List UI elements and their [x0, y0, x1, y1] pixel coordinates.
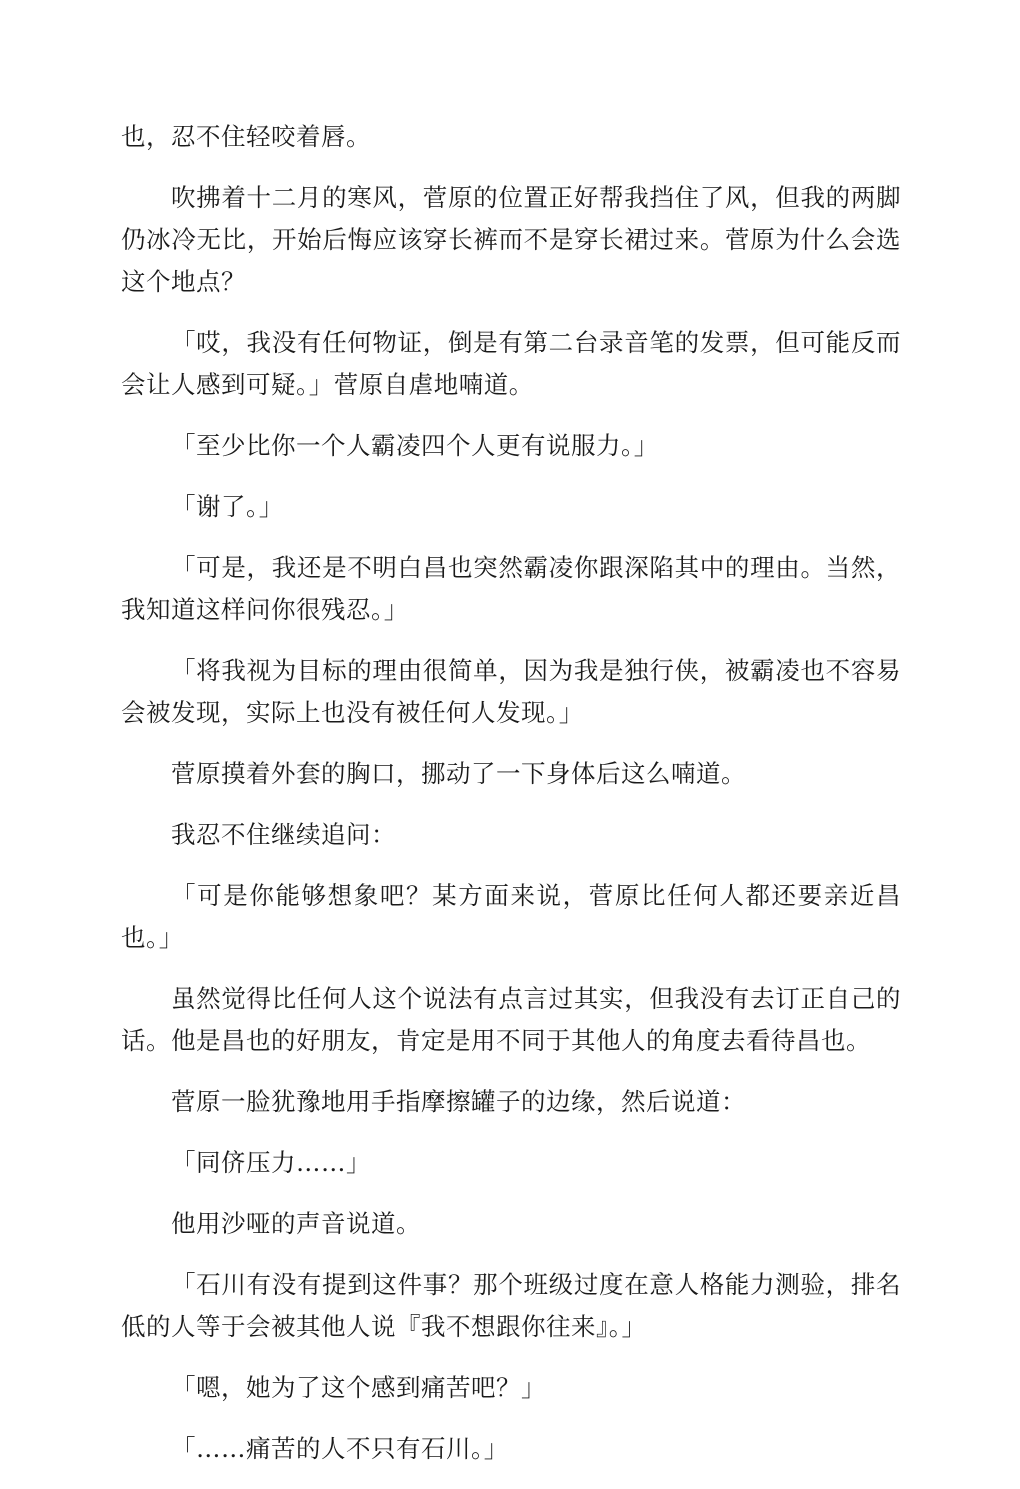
paragraph-14: 他用沙哑的声音说道。 — [171, 1209, 421, 1238]
body-text — [121, 116, 901, 1489]
paragraph-2: 吹拂着十二月的寒风，菅原的位置正好帮我挡住了风，但我的两脚仍冰冷无比，开始后悔应该穿长裤而不是穿长裙过来。菅原为什么会选这个地点？ — [121, 183, 901, 296]
paragraph-6: 「可是，我还是不明白昌也突然霸凌你跟深陷其中的理由。当然，我知道这样问你很残忍。」 — [121, 553, 901, 624]
paragraph-8: 菅原摸着外套的胸口，挪动了一下身体后这么喃道。 — [171, 759, 746, 788]
paragraph-17: 「……痛苦的人不只有石川。」 — [171, 1434, 509, 1463]
paragraph-1: 也，忍不住轻咬着唇。 — [121, 122, 371, 151]
paragraph-4: 「至少比你一个人霸凌四个人更有说服力。」 — [171, 431, 659, 460]
paragraph-5: 「谢了。」 — [171, 492, 284, 521]
paragraph-15: 「石川有没有提到这件事？那个班级过度在意人格能力测验，排名低的人等于会被其他人说『我不想跟你往来』。」 — [121, 1270, 901, 1341]
paragraph-9: 我忍不住继续追问： — [171, 820, 396, 849]
paragraph-12: 菅原一脸犹豫地用手指摩擦罐子的边缘，然后说道： — [171, 1087, 746, 1116]
paragraph-7: 「将我视为目标的理由很简单，因为我是独行侠，被霸凌也不容易会被发现，实际上也没有被任何人发现。」 — [121, 656, 901, 727]
paragraph-13: 「同侪压力……」 — [171, 1148, 371, 1177]
paragraph-11: 虽然觉得比任何人这个说法有点言过其实，但我没有去订正自己的话。他是昌也的好朋友，肯定是用不同于其他人的角度去看待昌也。 — [121, 984, 901, 1055]
paragraph-3: 「哎，我没有任何物证，倒是有第二台录音笔的发票，但可能反而会让人感到可疑。」菅原自虐地喃道。 — [121, 328, 901, 399]
paragraph-10: 「可是你能够想象吧？某方面来说，菅原比任何人都还要亲近昌也。」 — [121, 881, 901, 952]
paragraph-16: 「嗯，她为了这个感到痛苦吧？」 — [171, 1373, 546, 1402]
